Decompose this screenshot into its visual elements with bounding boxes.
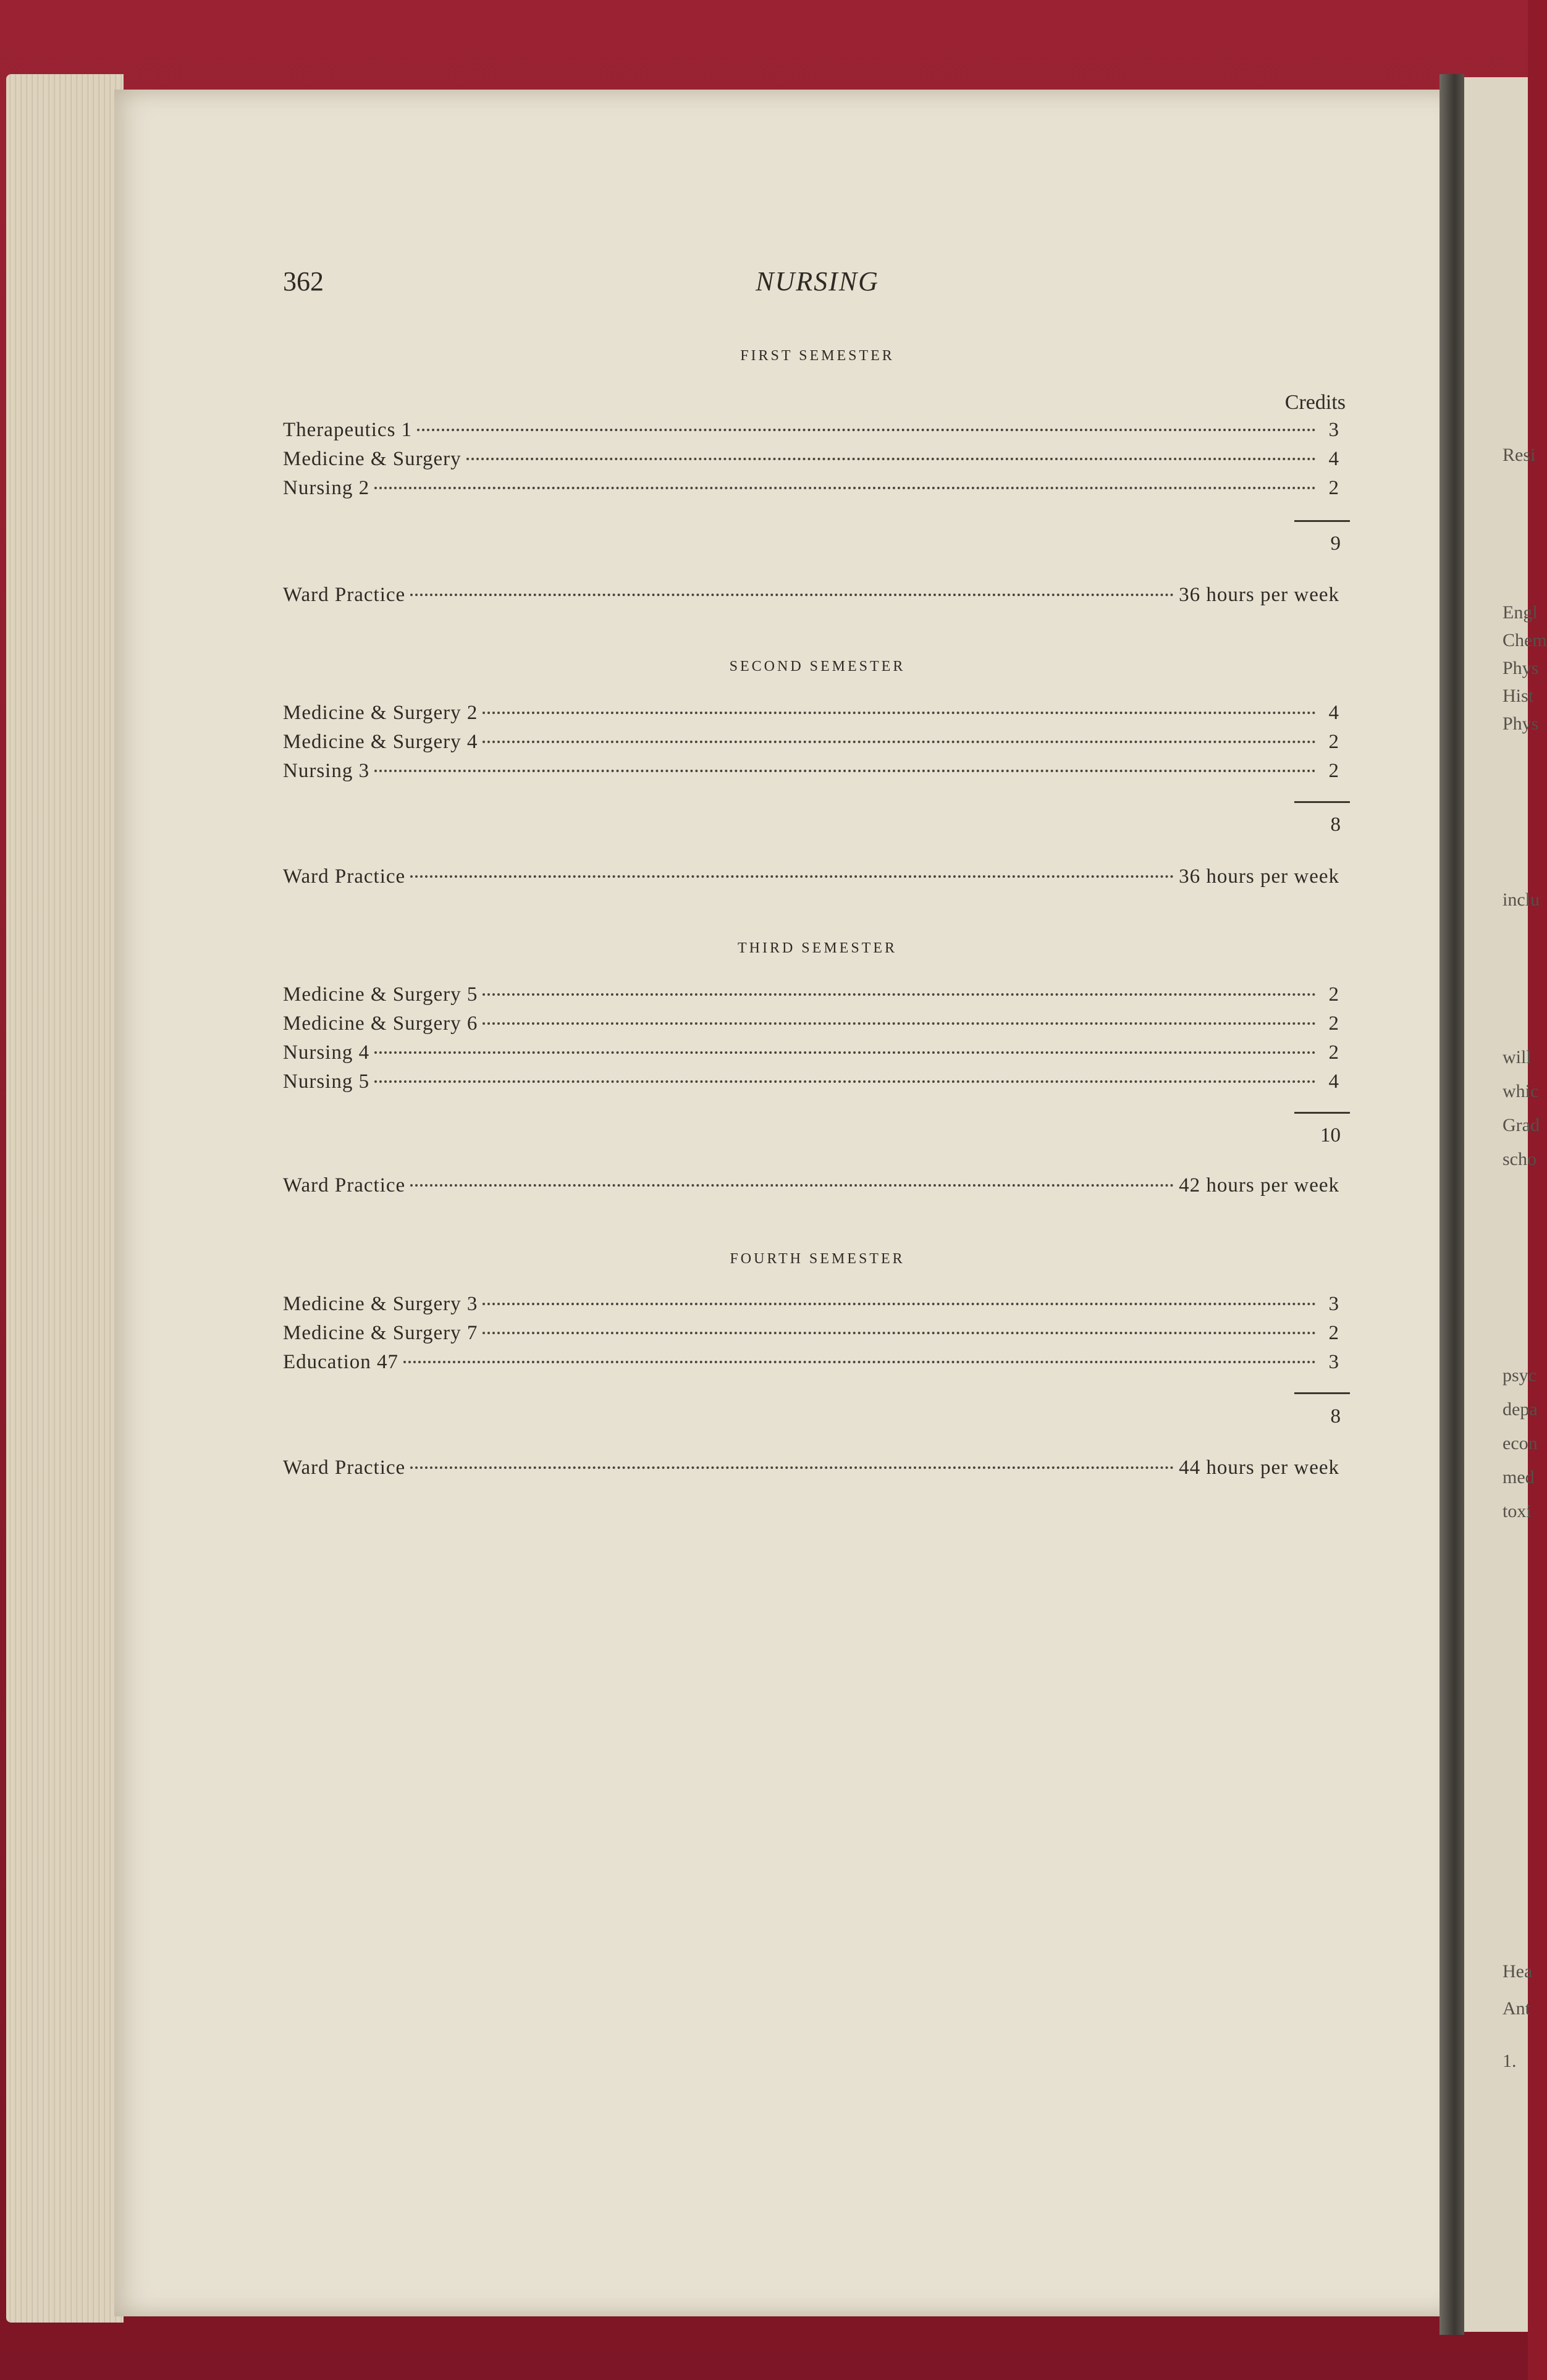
ward-practice-row <box>283 584 1339 611</box>
course-row <box>283 1070 1339 1098</box>
semester-heading: THIRD SEMESTER <box>737 940 897 956</box>
course-credits: 3 <box>1328 1351 1339 1373</box>
course-name: Nursing 4 <box>283 1041 370 1064</box>
margin-fragment: 1. <box>1503 2051 1517 2071</box>
book-gutter <box>1440 74 1464 2335</box>
dot-leader <box>410 1184 1174 1187</box>
margin-fragment: whic <box>1503 1081 1539 1101</box>
margin-fragment: Phys <box>1503 713 1539 734</box>
margin-fragment: med <box>1503 1467 1535 1487</box>
course-name: Nursing 3 <box>283 760 370 782</box>
dot-leader <box>374 487 1316 489</box>
total-rule <box>1294 801 1350 803</box>
course-credits: 2 <box>1328 983 1339 1006</box>
course-name: Therapeutics 1 <box>283 419 413 441</box>
dot-leader <box>483 741 1316 743</box>
course-row <box>283 477 1339 504</box>
course-row <box>283 1322 1339 1349</box>
dot-leader <box>374 770 1316 772</box>
course-credits: 2 <box>1328 1012 1339 1035</box>
course-name: Medicine & Surgery 4 <box>283 731 478 753</box>
course-credits: 2 <box>1328 477 1339 499</box>
dot-leader <box>410 875 1174 878</box>
page-number: 362 <box>283 266 324 296</box>
ward-practice-hours: 42 hours per week <box>1179 1174 1339 1196</box>
ward-practice-label: Ward Practice <box>283 865 406 888</box>
dot-leader <box>410 1466 1174 1469</box>
course-credits: 2 <box>1328 1322 1339 1344</box>
semester-total: 10 <box>1320 1124 1341 1146</box>
credits-heading: Credits <box>1284 391 1346 414</box>
course-credits: 2 <box>1328 731 1339 753</box>
margin-fragment: depa <box>1503 1399 1538 1419</box>
ward-practice-row <box>283 1457 1339 1484</box>
course-name: Medicine & Surgery <box>283 448 462 470</box>
page-edges <box>6 74 124 2323</box>
semester-total: 8 <box>1330 814 1341 836</box>
margin-fragment: psyc <box>1503 1365 1536 1386</box>
margin-fragment: Hea <box>1503 1961 1533 1982</box>
ward-practice-row <box>283 1174 1339 1201</box>
margin-fragment: Ant <box>1503 1998 1530 2019</box>
dot-leader <box>417 429 1316 431</box>
margin-fragment: Hist <box>1503 686 1534 706</box>
course-credits: 2 <box>1328 760 1339 782</box>
course-credits: 4 <box>1328 1070 1339 1093</box>
margin-fragment: Engl <box>1503 602 1538 623</box>
course-name: Medicine & Surgery 2 <box>283 702 478 724</box>
page-title: NURSING <box>756 266 879 296</box>
course-name: Nursing 2 <box>283 477 370 499</box>
course-row <box>283 419 1339 446</box>
semester-total: 9 <box>1330 532 1341 555</box>
course-name: Nursing 5 <box>283 1070 370 1093</box>
course-row <box>283 1351 1339 1378</box>
dot-leader <box>410 594 1174 596</box>
course-name: Education 47 <box>283 1351 399 1373</box>
course-row <box>283 1012 1339 1040</box>
semester-heading: FOURTH SEMESTER <box>730 1251 905 1267</box>
course-row <box>283 760 1339 787</box>
ward-practice-label: Ward Practice <box>283 1174 406 1196</box>
course-credits: 3 <box>1328 419 1339 441</box>
course-credits: 2 <box>1328 1041 1339 1064</box>
course-row <box>283 1293 1339 1320</box>
margin-fragment: Chem <box>1503 630 1547 650</box>
adjacent-page <box>1464 77 1528 2332</box>
course-row <box>283 702 1339 729</box>
total-rule <box>1294 1392 1350 1394</box>
ward-practice-hours: 36 hours per week <box>1179 584 1339 606</box>
margin-fragment: toxi <box>1503 1501 1532 1521</box>
total-rule <box>1294 1112 1350 1114</box>
dot-leader <box>483 993 1316 996</box>
page-header <box>283 266 1352 309</box>
course-credits: 4 <box>1328 702 1339 724</box>
course-row <box>283 448 1339 475</box>
dot-leader <box>483 712 1316 714</box>
margin-fragment: inclu <box>1503 889 1540 910</box>
margin-fragment: econ <box>1503 1433 1538 1453</box>
semester-heading: FIRST SEMESTER <box>740 348 895 364</box>
margin-fragment: will <box>1503 1047 1532 1067</box>
dot-leader <box>483 1303 1316 1305</box>
course-name: Medicine & Surgery 3 <box>283 1293 478 1315</box>
course-row <box>283 1041 1339 1069</box>
ward-practice-label: Ward Practice <box>283 1457 406 1479</box>
ward-practice-label: Ward Practice <box>283 584 406 606</box>
total-rule <box>1294 520 1350 522</box>
course-name: Medicine & Surgery 5 <box>283 983 478 1006</box>
dot-leader <box>483 1022 1316 1025</box>
dot-leader <box>374 1051 1316 1054</box>
semester-heading: SECOND SEMESTER <box>729 658 906 675</box>
margin-fragment: Resi <box>1503 445 1536 465</box>
margin-fragment: scho <box>1503 1149 1536 1169</box>
course-credits: 4 <box>1328 448 1339 470</box>
margin-fragment: Phys <box>1503 658 1539 678</box>
dot-leader <box>466 458 1316 460</box>
semester-total: 8 <box>1330 1405 1341 1428</box>
dot-leader <box>483 1332 1316 1334</box>
course-row <box>283 983 1339 1011</box>
course-credits: 3 <box>1328 1293 1339 1315</box>
dot-leader <box>403 1361 1316 1363</box>
ward-practice-hours: 44 hours per week <box>1179 1457 1339 1479</box>
ward-practice-row <box>283 865 1339 893</box>
course-name: Medicine & Surgery 7 <box>283 1322 478 1344</box>
course-row <box>283 731 1339 758</box>
margin-fragment: Grad <box>1503 1115 1540 1135</box>
dot-leader <box>374 1080 1316 1083</box>
course-name: Medicine & Surgery 6 <box>283 1012 478 1035</box>
ward-practice-hours: 36 hours per week <box>1179 865 1339 888</box>
